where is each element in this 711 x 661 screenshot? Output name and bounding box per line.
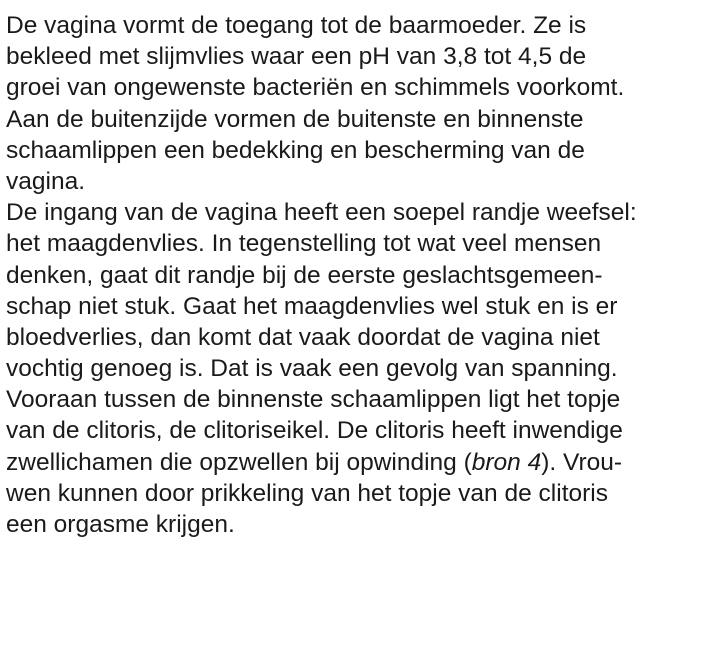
text-segment: zwellichamen die opzwellen bij opwinding ( — [6, 448, 472, 476]
text-line: Aan de buitenzijde vormen de buitenste en binnenste — [6, 105, 584, 133]
text-line: het maagdenvlies. In tegenstelling tot wat veel mensen — [6, 230, 602, 258]
body-text — [6, 10, 711, 540]
text-line: groei van ongewenste bacteriën en schimmels voorkomt. — [6, 74, 625, 102]
text-line: Vooraan tussen de binnenste schaamlippen ligt het topje — [6, 386, 621, 414]
text-line: vagina. — [6, 167, 86, 195]
text-line: De ingang van de vagina heeft een soepel randje weefsel: — [6, 199, 637, 227]
source-reference: bron 4 — [471, 448, 542, 476]
text-line: bloedverlies, dan komt dat vaak doordat de vagina niet — [6, 323, 600, 351]
text-line: denken, gaat dit randje bij de eerste geslachtsgemeen- — [6, 261, 603, 289]
text-line-with-reference — [6, 447, 711, 478]
text-segment: ). Vrou- — [541, 448, 623, 476]
text-line: een orgasme krijgen. — [6, 511, 235, 538]
text-line: vochtig genoeg is. Dat is vaak een gevolg van spanning. — [6, 355, 618, 383]
text-line: van de clitoris, de clitoriseikel. De clitoris heeft inwendige — [6, 417, 623, 445]
text-line: bekleed met slijmvlies waar een pH van 3,8 tot 4,5 de — [6, 43, 587, 71]
text-line: schaamlippen een bedekking en bescherming van de — [6, 136, 585, 164]
text-line: schap niet stuk. Gaat het maagdenvlies wel stuk en is er — [6, 292, 618, 320]
text-line: wen kunnen door prikkeling van het topje van de clitoris — [6, 479, 608, 507]
text-line: De vagina vormt de toegang tot de baarmoeder. Ze is — [6, 12, 587, 39]
